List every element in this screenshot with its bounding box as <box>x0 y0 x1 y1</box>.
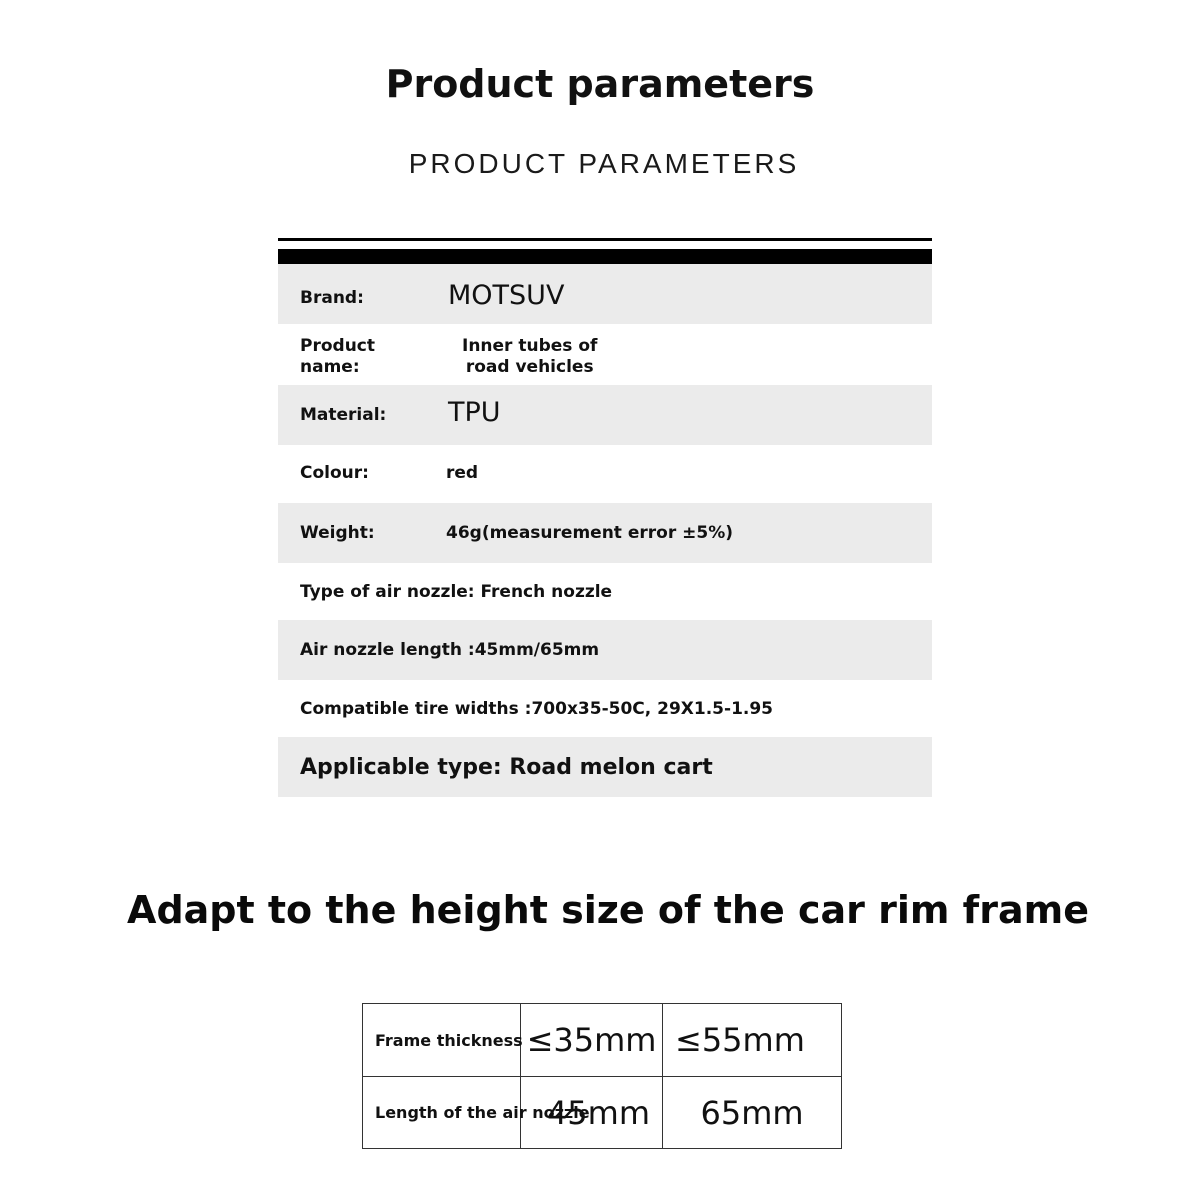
param-row-brand <box>278 264 932 324</box>
brand-label: Brand: <box>300 288 364 308</box>
colour-value: red <box>446 463 479 483</box>
product-name-label-line2: name: <box>300 357 360 377</box>
weight-value: 46g(measurement error ±5%) <box>446 523 733 543</box>
product-name-label <box>300 336 375 378</box>
material-label: Material: <box>300 405 387 425</box>
table-cell <box>521 1004 663 1077</box>
brand-value: MOTSUV <box>448 280 565 311</box>
table-row <box>363 1004 842 1077</box>
nozzle-length-label: Length of the air nozzle <box>375 1103 590 1122</box>
product-name-label-line1: Product <box>300 336 375 356</box>
page-subtitle: PRODUCT PARAMETERS <box>408 148 800 179</box>
param-row-weight <box>278 503 932 563</box>
frame-thickness-label: Frame thickness <box>375 1030 523 1050</box>
param-row-nozzle-length <box>278 620 932 680</box>
param-row-applicable <box>278 737 932 797</box>
param-row-product-name <box>278 324 932 384</box>
divider-thin <box>278 238 932 241</box>
nozzle-type-text: Type of air nozzle: French nozzle <box>300 582 613 602</box>
nozzle-length-65: 65mm <box>700 1093 804 1132</box>
applicable-text: Applicable type: Road melon cart <box>300 755 713 780</box>
param-row-colour <box>278 444 932 504</box>
table-cell <box>363 1077 590 1149</box>
product-name-value-line1: Inner tubes of <box>462 336 598 356</box>
product-name-value <box>462 336 597 378</box>
param-row-material <box>278 385 932 445</box>
colour-label: Colour: <box>300 463 369 483</box>
rim-size-table <box>362 1003 842 1149</box>
table-cell <box>363 1004 521 1077</box>
frame-thickness-35: ≤35mm <box>526 1021 657 1059</box>
param-row-nozzle-type <box>278 562 932 622</box>
weight-label: Weight: <box>300 523 375 543</box>
nozzle-length-45: 45mm <box>546 1093 650 1132</box>
rim-heading: Adapt to the height size of the car rim frame <box>127 888 1089 932</box>
divider-thick <box>278 249 932 264</box>
table-row <box>363 1077 842 1149</box>
table-cell <box>663 1004 842 1077</box>
frame-thickness-55: ≤55mm <box>675 1021 805 1059</box>
table-cell <box>521 1077 663 1149</box>
tire-widths-text: Compatible tire widths :700x35-50C, 29X1.5-1.95 <box>300 699 774 719</box>
page-title: Product parameters <box>385 62 815 106</box>
table-cell <box>663 1077 842 1149</box>
material-value: TPU <box>448 397 501 428</box>
param-row-tire-widths <box>278 679 932 739</box>
product-name-value-line2: road vehicles <box>465 357 594 377</box>
nozzle-length-text: Air nozzle length :45mm/65mm <box>300 640 600 660</box>
